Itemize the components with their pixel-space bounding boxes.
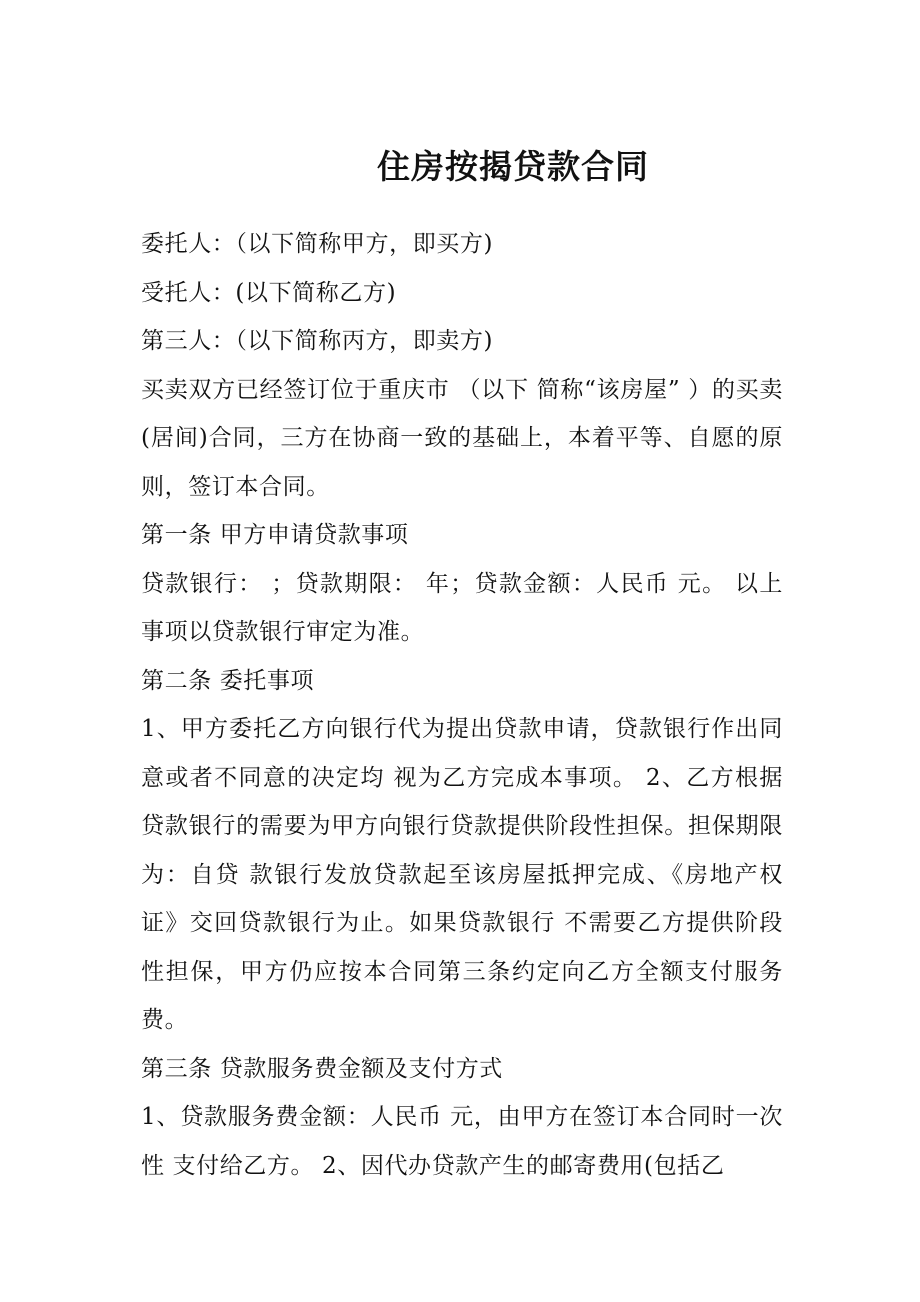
party-a-line: 委托人：（以下简称甲方，即买方) — [141, 231, 494, 257]
article-3-heading: 第三条 贷款服务费金额及支付方式 — [141, 1055, 503, 1082]
preamble-paragraph: 买卖双方已经签订位于重庆市 （以下 简称“该房屋” ）的买卖(居间)合同，三方在协商一致的基础上，本着平等、自愿的原 则，签订本合同。 — [141, 376, 791, 500]
party-b-line: 受托人：(以下简称乙方) — [141, 279, 397, 306]
document-title: 住房按揭贷款合同 — [377, 147, 649, 186]
article-2-body: 1、甲方委托乙方向银行代为提出贷款申请，贷款银行作出同意或者不同意的决定均 视为乙方完成本事项。 2、乙方根据贷款银行的需要为甲方向银行贷款提供阶段性担保。担保期限为：自贷 款银行发放贷款起至该房屋抵押完成、《房地产权证》交回贷款银行为止。如果贷款银行 不需要乙方提供阶段性担保，甲方仍应按本合同第三条约定向乙方全额支付服务费。 — [141, 716, 783, 1033]
article-2-heading: 第二条 委托事项 — [141, 667, 315, 694]
party-c-line: 第三人：（以下简称丙方，即卖方) — [141, 328, 494, 354]
article-1-body: 贷款银行： ；贷款期限： 年；贷款金额：人民币 元。 以上事项以贷款银行审定为准。 — [141, 570, 783, 645]
article-1-heading: 第一条 甲方申请贷款事项 — [141, 522, 409, 548]
document-body — [141, 220, 791, 1190]
article-3-body: 1、贷款服务费金额：人民币 元，由甲方在签订本合同时一次性 支付给乙方。 2、因代办贷款产生的邮寄费用(包括乙 — [141, 1104, 783, 1179]
